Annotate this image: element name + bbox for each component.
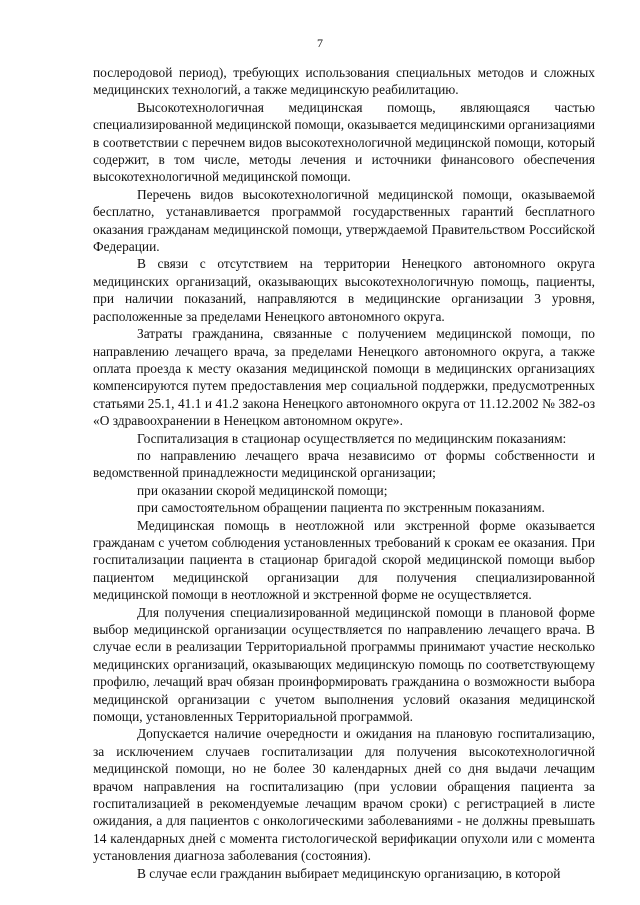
- paragraph: Затраты гражданина, связанные с получением медицинской помощи, по направлению лечащего врача, за пределами Ненецкого автономного округа, а также оплата проезда к месту оказания медицинской помощи в медицинских организациях компенсируются путем предоставления мер социальной поддержки, предусмотренных статьями 25.1, 41.1 и 41.2 закона Ненецкого автономного округа от 11.12.2002 № 382-оз «О здравоохранении в Ненецком автономном округе».: [93, 326, 595, 429]
- paragraph: В случае если гражданин выбирает медицинскую организацию, в которой: [137, 865, 561, 881]
- paragraph: Для получения специализированной медицинской помощи в плановой форме выбор медицинской организации осуществляется по направлению лечащего врача. В случае если в реализации Территориальной программы принимают участие несколько медицинских организаций, оказывающих медицинскую помощь по соответствующему профилю, лечащий врач обязан проинформировать гражданина о возможности выбора медицинской организации с учетом выполнения условий оказания медицинской помощи, установленных Территориальной программой.: [93, 604, 595, 725]
- paragraph: Медицинская помощь в неотложной или экстренной форме оказывается гражданам с учетом соблюдения установленных требований к срокам ее оказания. При госпитализации пациента в стационар бригадой скорой медицинской помощи выбор пациентом медицинской организации для получения специализированной медицинской помощи в неотложной и экстренной форме не осуществляется.: [93, 517, 595, 603]
- paragraph: послеродовой период), требующих использования специальных методов и сложных медицинских технологий, а также медицинскую реабилитацию.: [93, 65, 595, 98]
- page-number: 7: [317, 36, 323, 50]
- paragraph: Госпитализация в стационар осуществляется по медицинским показаниям:: [137, 430, 567, 446]
- list-item: при оказании скорой медицинской помощи;: [137, 482, 388, 498]
- paragraph: В связи с отсутствием на территории Ненецкого автономного округа медицинских организаций, оказывающих высокотехнологичную помощь, пациенты, при наличии показаний, направляются в медицинские организации 3 уровня, расположенные за пределами Ненецкого автономного округа.: [93, 256, 595, 324]
- list-item: при самостоятельном обращении пациента по экстренным показаниям.: [137, 500, 545, 516]
- paragraph: Высокотехнологичная медицинская помощь, являющаяся частью специализированной медицинской помощи, оказывается медицинскими организациями в соответствии с перечнем видов высокотехнологичной медицинской помощи, который содержит, в том числе, методы лечения и источники финансового обеспечения высокотехнологичной медицинской помощи.: [93, 99, 595, 185]
- document-body: [93, 64, 595, 882]
- list-item: по направлению лечащего врача независимо от формы собственности и ведомственной принадлежности медицинской организации;: [93, 447, 595, 481]
- paragraph: Перечень видов высокотехнологичной медицинской помощи, оказываемой бесплатно, устанавливается программой государственных гарантий бесплатного оказания гражданам медицинской помощи, утверждаемой Правительством Российской Федерации.: [93, 186, 595, 255]
- paragraph: Допускается наличие очередности и ожидания на плановую госпитализацию, за исключением случаев госпитализации для получения высокотехнологичной медицинской помощи, но не более 30 календарных дней со дня выдачи лечащим врачом направления на госпитализацию (при условии обращения пациента за госпитализацией в рекомендуемые лечащим врачом сроки) с регистрацией в листе ожидания, а для пациентов с онкологическими заболеваниями - не должны превышать 14 календарных дней с момента гистологической верификации опухоли или с момента установления диагноза заболевания (состояния).: [93, 726, 595, 864]
